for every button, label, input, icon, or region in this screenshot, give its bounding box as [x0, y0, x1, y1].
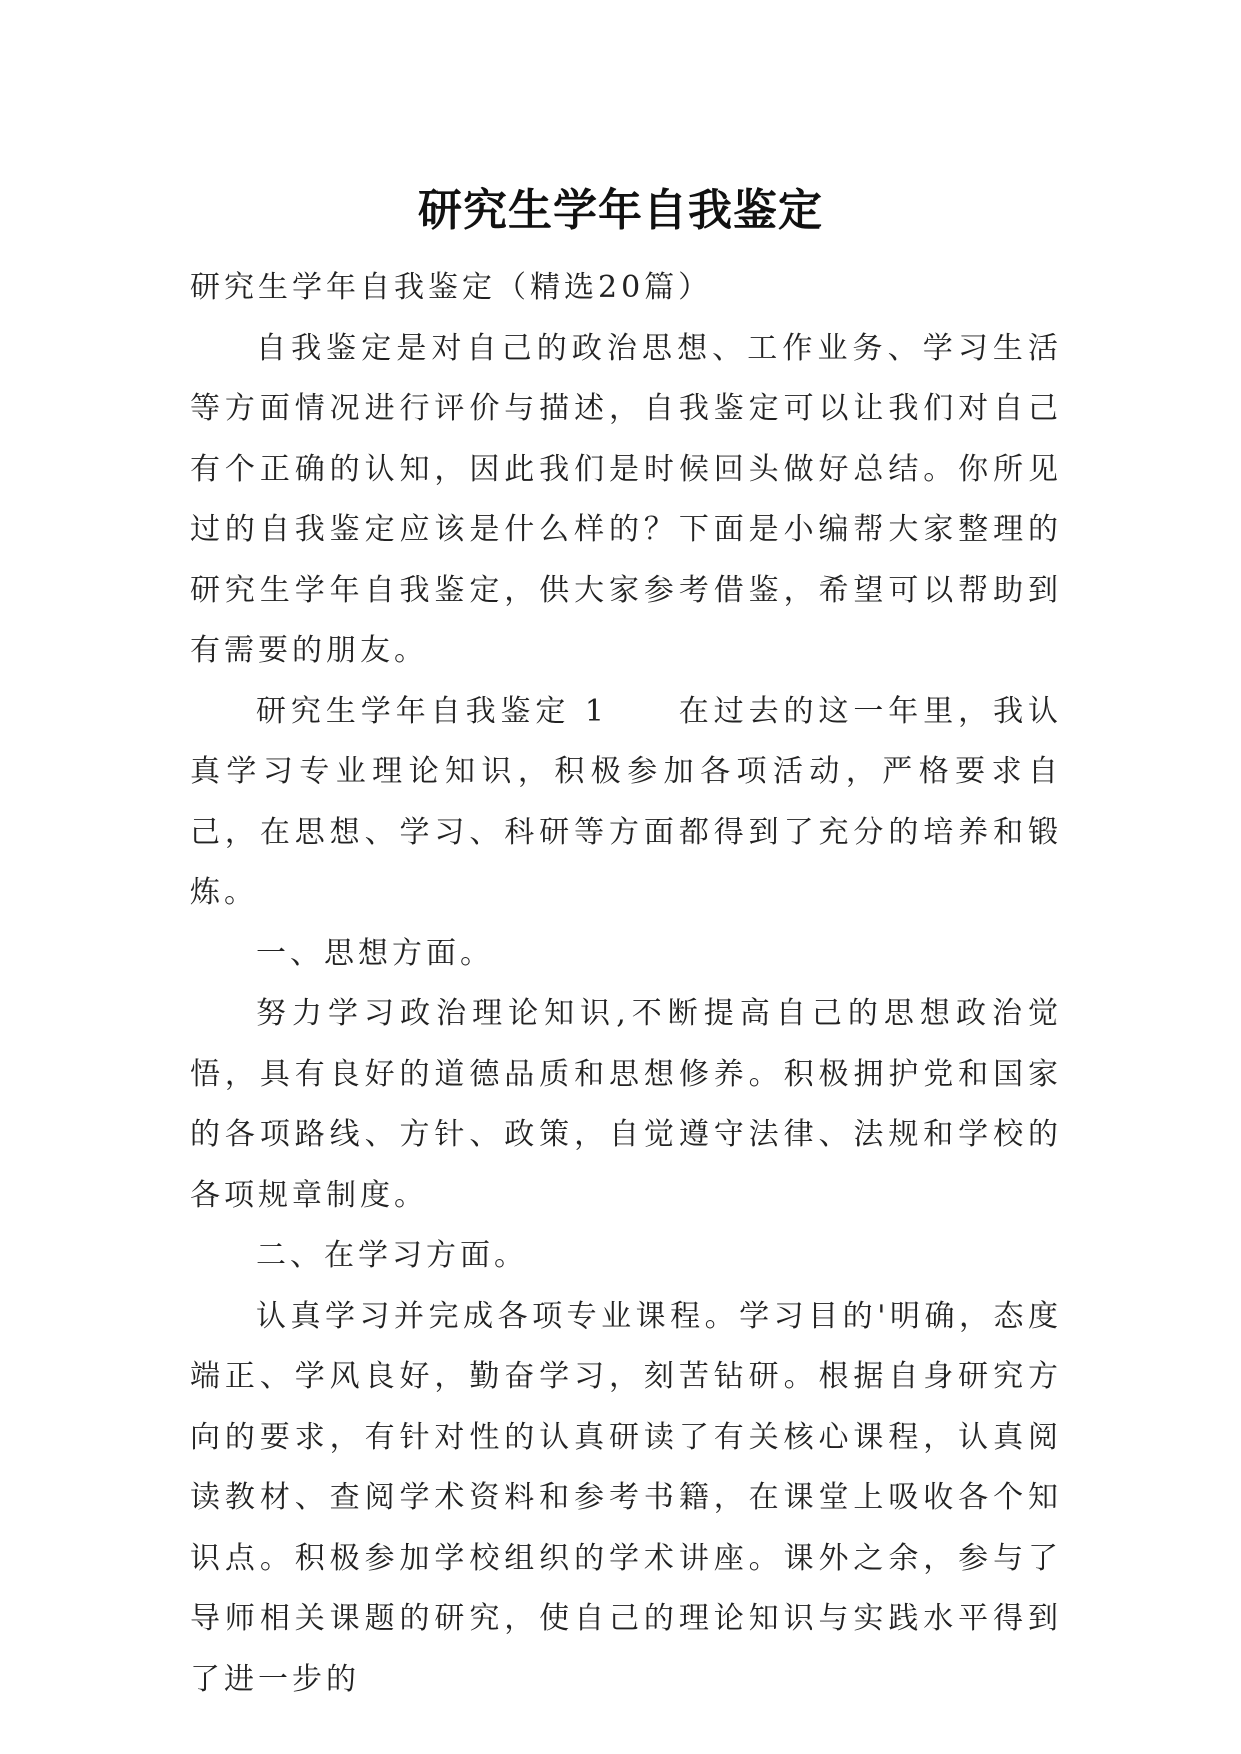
heading-study: 二、在学习方面。	[256, 1238, 528, 1273]
intro-paragraph: 自我鉴定是对自己的政治思想、工作业务、学习生活等方面情况进行评价与描述，自我鉴定可以让我们对自己有个正确的认知，因此我们是时候回头做好总结。你所见过的自我鉴定应该是什么样的？下面是小编帮大家整理的研究生学年自我鉴定，供大家参考借鉴，希望可以帮助到有需要的朋友。	[190, 330, 1062, 668]
document-title: 研究生学年自我鉴定	[418, 185, 823, 237]
document-subtitle: 研究生学年自我鉴定（精选20篇）	[190, 270, 713, 305]
heading-thought: 一、思想方面。	[256, 935, 494, 971]
thought-paragraph: 努力学习政治理论知识,不断提高自己的思想政治觉悟，具有良好的道德品质和思想修养。积极拥护党和国家的各项路线、方针、政策，自觉遵守法律、法规和学校的各项规章制度。	[190, 996, 1062, 1213]
study-paragraph: 认真学习并完成各项专业课程。学习目的'明确，态度端正、学风良好，勤奋学习，刻苦钻研。根据自身研究方向的要求，有针对性的认真研读了有关核心课程，认真阅读教材、查阅学术资料和参考书籍，在课堂上吸收各个知识点。积极参加学校组织的学术讲座。课外之余，参与了导师相关课题的研究，使自己的理论知识与实践水平得到了进一步的	[190, 1298, 1062, 1697]
document-body	[190, 258, 1062, 1710]
section-1-paragraph: 研究生学年自我鉴定 1 在过去的这一年里，我认真学习专业理论知识，积极参加各项活动，严格要求自己，在思想、学习、科研等方面都得到了充分的培养和锻炼。	[190, 693, 1062, 910]
